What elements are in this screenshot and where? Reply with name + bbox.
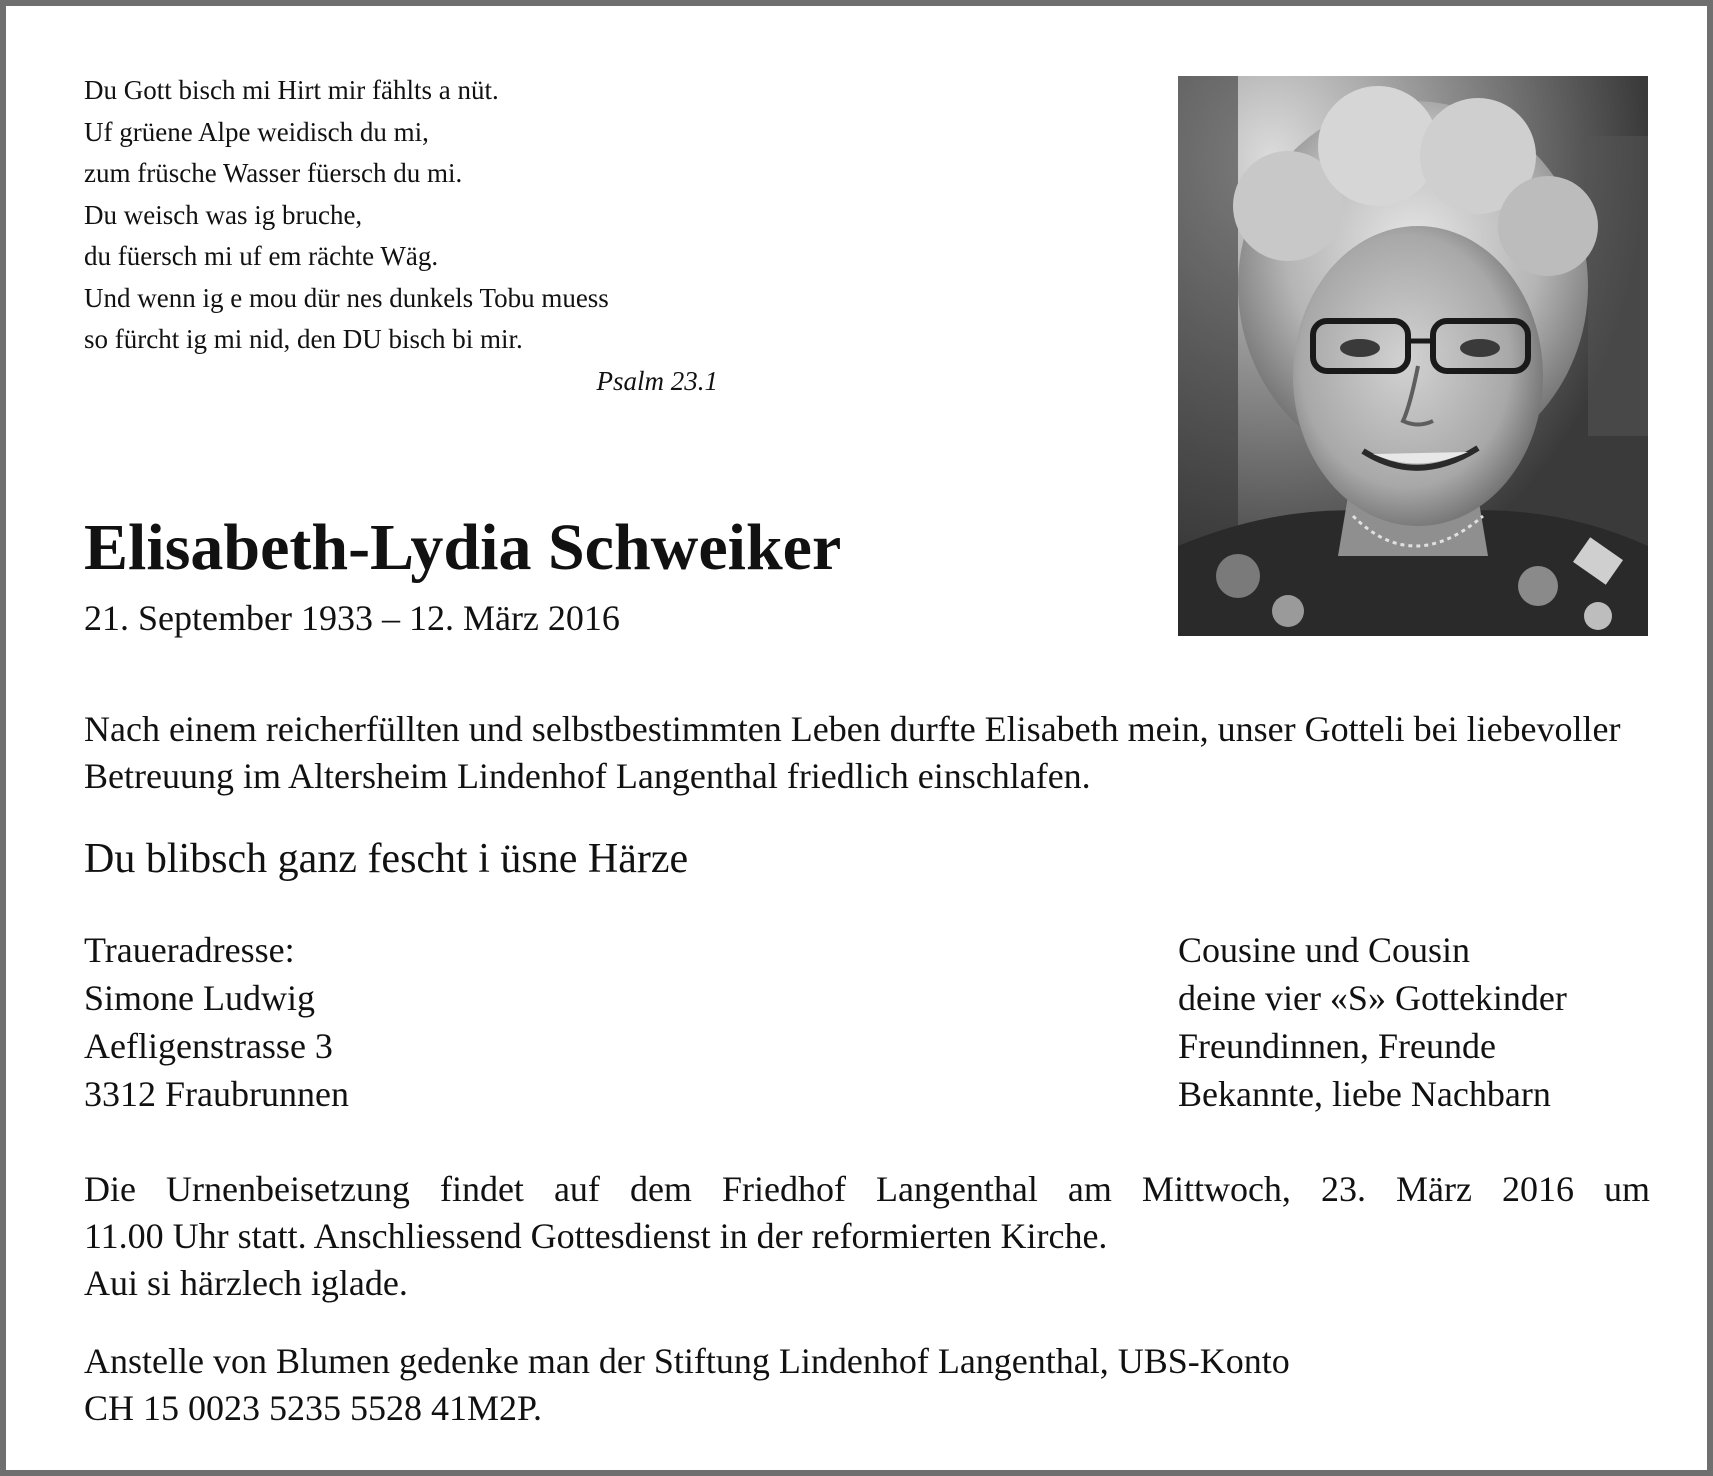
psalm-line: Du Gott bisch mi Hirt mir fählts a nüt. [84, 75, 499, 105]
psalm-reference: Psalm 23.1 [596, 365, 718, 396]
address-city: 3312 Fraubrunnen [84, 1074, 349, 1114]
donation-account: CH 15 0023 5235 5528 41M2P. [84, 1388, 543, 1428]
portrait-illustration [1178, 76, 1648, 636]
mourner-entry: deine vier «S» Gottekinder [1178, 978, 1567, 1018]
address-label: Traueradresse: [84, 930, 295, 970]
motto-line: Du blibsch ganz fescht i üsne Härze [84, 836, 689, 882]
mourners-list [1178, 926, 1567, 1118]
ceremony-notice [84, 1166, 1650, 1307]
psalm-line: Du weisch was ig bruche, [84, 199, 363, 230]
psalm-line: Uf grüene Alpe weidisch du mi, [84, 116, 429, 147]
life-dates: 21. September 1933 – 12. März 2016 [84, 598, 620, 638]
donation-notice [84, 1338, 1650, 1432]
mourner-entry: Bekannte, liebe Nachbarn [1178, 1074, 1551, 1114]
ceremony-line: Aui si härzlech iglade. [84, 1263, 408, 1303]
address-name: Simone Ludwig [84, 978, 315, 1018]
psalm-line: zum früsche Wasser füersch du mi. [84, 158, 463, 188]
mourner-entry: Cousine und Cousin [1178, 930, 1471, 970]
psalm-line: Und wenn ig e mou dür nes dunkels Tobu muess [84, 282, 609, 313]
mourning-address [84, 926, 349, 1118]
deceased-name: Elisabeth-Lydia Schweiker [84, 511, 842, 584]
psalm-verse [84, 70, 734, 402]
portrait-photo [1178, 76, 1648, 636]
donation-line: Anstelle von Blumen gedenke man der Stiftung Lindenhof Langenthal, UBS-Konto [84, 1341, 1290, 1381]
ceremony-line: 11.00 Uhr statt. Anschliessend Gottesdienst in der reformierten Kirche. [84, 1216, 1108, 1256]
address-street: Aefligenstrasse 3 [84, 1026, 333, 1066]
intro-paragraph: Nach einem reicherfüllten und selbstbestimmten Leben durfte Elisabeth mein, unser Gotteli bei liebevoller Betreuung im Altersheim Lindenhof Langenthal friedlich einschlafen. [84, 709, 1621, 796]
ceremony-line: Die Urnenbeisetzung findet auf dem Friedhof Langenthal am Mittwoch, 23. März 2016 um [84, 1169, 1650, 1209]
psalm-line: so fürcht ig mi nid, den DU bisch bi mir. [84, 324, 523, 354]
mourner-entry: Freundinnen, Freunde [1178, 1026, 1496, 1066]
psalm-line: du füersch mi uf em rächte Wäg. [84, 241, 439, 271]
